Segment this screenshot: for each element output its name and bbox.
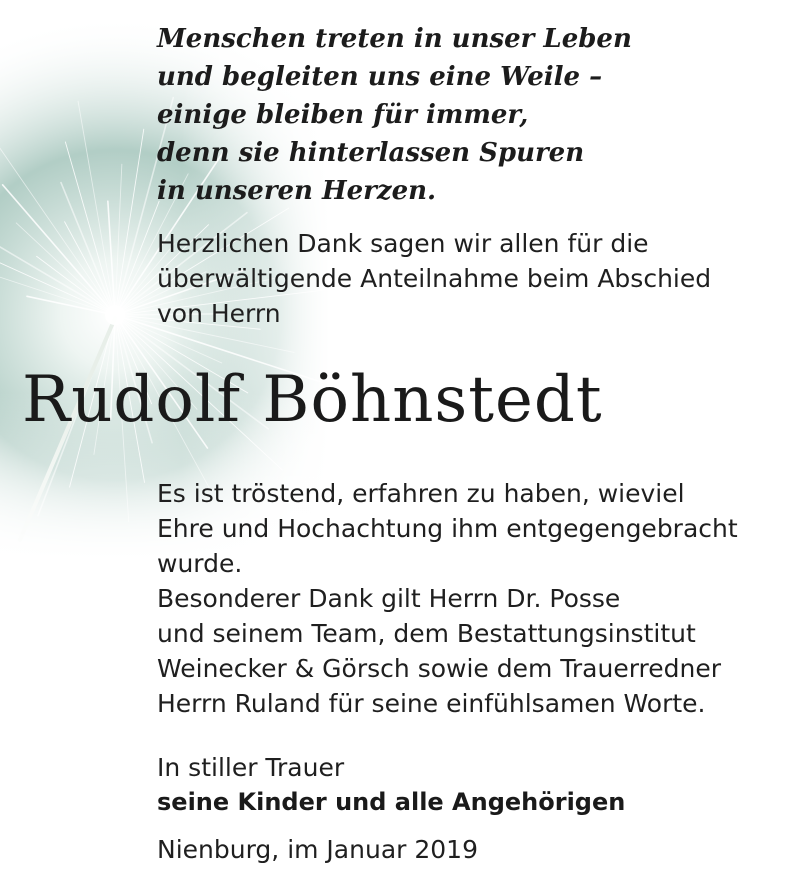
message-paragraph	[157, 476, 787, 721]
mourning-line: In stiller Trauer	[157, 753, 345, 782]
thanks-line: Herzlichen Dank sagen wir allen für die	[157, 229, 649, 258]
message-line: und seinem Team, dem Bestattungsinstitut	[157, 619, 696, 648]
signature: seine Kinder und alle Angehörigen	[157, 788, 626, 816]
place-date: Nienburg, im Januar 2019	[157, 835, 478, 864]
message-line: Herrn Ruland für seine einfühlsamen Worte.	[157, 689, 706, 718]
poem-line: Menschen treten in unser Leben	[157, 24, 632, 54]
poem-line: einige bleiben für immer,	[157, 100, 529, 130]
message-line: Es ist tröstend, erfahren zu haben, wieviel	[157, 479, 685, 508]
poem-line: und begleiten uns eine Weile –	[157, 62, 603, 92]
thanks-line: von Herrn	[157, 299, 281, 328]
thanks-paragraph	[157, 226, 787, 331]
thanks-line: überwältigende Anteilnahme beim Abschied	[157, 264, 712, 293]
message-line: Ehre und Hochachtung ihm entgegengebracht	[157, 514, 738, 543]
poem-line: in unseren Herzen.	[157, 176, 437, 206]
poem-quote	[157, 20, 777, 210]
message-line: Besonderer Dank gilt Herrn Dr. Posse	[157, 584, 621, 613]
poem-line: denn sie hinterlassen Spuren	[157, 138, 585, 168]
message-line: wurde.	[157, 549, 243, 578]
deceased-name: Rudolf Böhnstedt	[22, 363, 603, 437]
message-line: Weinecker & Görsch sowie dem Trauerredner	[157, 654, 722, 683]
